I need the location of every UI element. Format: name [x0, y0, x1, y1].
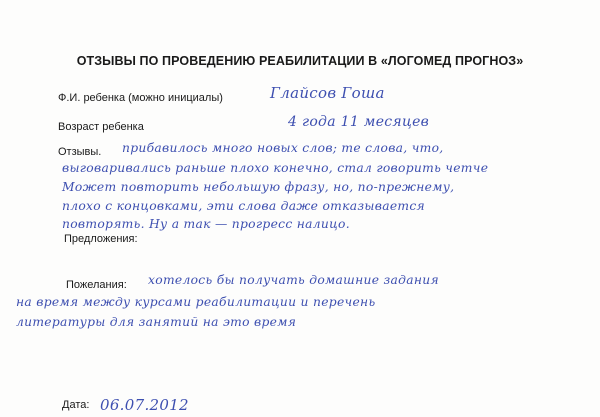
- child-name-value: Глайсов Гоша: [270, 84, 385, 102]
- child-age-value: 4 года 11 месяцев: [288, 114, 430, 130]
- child-age-label: Возраст ребенка: [58, 121, 144, 133]
- proposals-label: Предложения:: [64, 233, 138, 245]
- reviews-label: Отзывы.: [58, 146, 102, 158]
- wish-line: литературы для занятий на это время: [16, 315, 297, 329]
- review-line: выговаривались раньше плохо конечно, стал говорить четче: [62, 161, 489, 175]
- form-title: ОТЗЫВЫ ПО ПРОВЕДЕНИЮ РЕАБИЛИТАЦИИ В «ЛОГОМЕД ПРОГНОЗ»: [76, 54, 524, 68]
- wish-line: хотелось бы получать домашние задания: [148, 273, 439, 287]
- wish-line: на время между курсами реабилитации и перечень: [16, 295, 376, 309]
- wishes-label: Пожелания:: [66, 279, 127, 291]
- review-line: плохо с концовками, эти слова даже отказывается: [62, 199, 425, 213]
- child-name-label: Ф.И. ребенка (можно инициалы): [58, 92, 223, 104]
- review-line: повторять. Ну а так — прогресс налицо.: [62, 217, 350, 231]
- review-line: Может повторить небольшую фразу, но, по-прежнему,: [62, 180, 455, 194]
- date-label: Дата:: [62, 399, 90, 411]
- date-value: 06.07.2012: [100, 396, 189, 414]
- review-line: прибавилось много новых слов; те слова, что,: [122, 141, 444, 155]
